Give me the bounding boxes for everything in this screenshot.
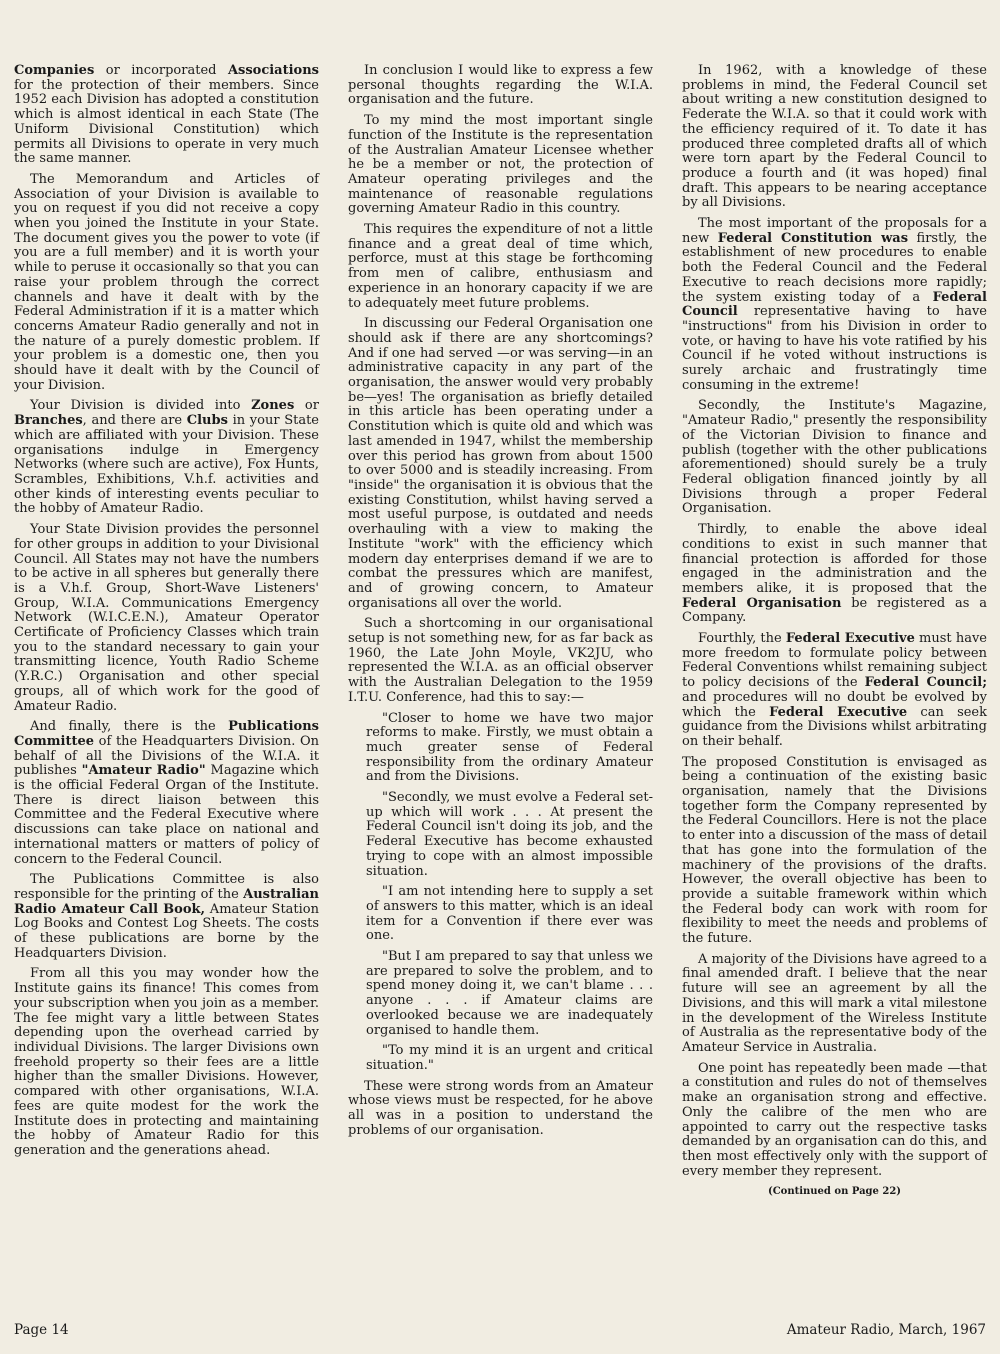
paragraph — [682, 523, 987, 626]
column-2 — [348, 64, 653, 1145]
text-run: The most important of the proposals for a new — [682, 216, 987, 246]
bold-term: Publications Committee — [14, 719, 319, 749]
paragraph — [14, 967, 319, 1158]
bold-term: Federal Council; — [864, 675, 987, 691]
text-run: The Memorandum and Articles of Association of your Division is available to you on request if you did not receive a copy when you joined the Institute in your State. The document gives you the power to vote (if you are a full member) and it is worth your while to peruse it occasionally so that you can raise your problem through the correct channels and have it dealt with by the Federal Administration if it is a matter which concerns Amateur Radio generally and not in the nature of a purely domestic problem. If your problem is a domestic one, then you should have it dealt with by the Council of your Division. — [14, 171, 319, 393]
text-run: And finally, there is the — [30, 719, 229, 735]
bold-term: Clubs — [186, 413, 228, 429]
text-run: In 1962, with a knowledge of these problems in mind, the Federal Council set about writing a new constitution designed to Federate the W.I.A. so that it could work with the efficiency required of it. To date it has produced three completed drafts all of which were torn apart by the Federal Council to produce a fourth and (it was hoped) final draft. This appears to be nearing acceptance by all Divisions. — [682, 63, 987, 211]
article-page — [14, 64, 986, 1300]
text-run: Such a shortcoming in our organisational setup is not something new, for as far back as 1960, the Late John Moyle, VK2JU, who represented the W.I.A. as an official observer with the Australian Delegation to the 1959 I.T.U. Conference, had this to say:— — [348, 616, 653, 705]
paragraph — [14, 720, 319, 867]
text-run: The Publications Committee is also responsible for the printing of the — [14, 872, 319, 902]
text-run: "But I am prepared to say that unless we are prepared to solve the problem, and to spend money doing it, we can't blame . . . anyone . . . if Amateur claims are overlooked because we are inadequately organised to handle them. — [366, 949, 653, 1038]
text-run: , and there are — [82, 413, 187, 429]
text-run: in your State which are affiliated with your Division. These organisations indulge in Emergency Networks (where such are active), Fox Hunts, Scrambles, Exhibitions, V.h.f. activities and other kinds of interesting events peculiar to the hobby of Amateur Radio. — [14, 413, 319, 517]
column-1 — [14, 64, 319, 1165]
paragraph — [682, 756, 987, 947]
bold-term: Zones — [251, 398, 295, 414]
bold-term: Federal Executive — [769, 704, 908, 720]
continued-note — [682, 1185, 987, 1200]
paragraph — [348, 1080, 653, 1139]
text-run: for the protection of their members. Since 1952 each Division has adopted a constitution which is almost identical in each State (The Uniform Divisional Constitution) which permits all Divisions to operate in very much the same manner. — [14, 77, 319, 167]
text-run: To my mind the most important single function of the Institute is the representation of the Australian Amateur Licensee whether he be a member or not, the protection of Amateur operating privileges and the maintenance of reasonable regulations governing Amateur Radio in this country. — [348, 113, 653, 217]
bold-term: Federal Executive — [785, 631, 915, 647]
bold-term: Australian Radio Amateur Call Book, — [14, 886, 319, 917]
text-run: Your State Division provides the personnel for other groups in addition to your Divisional Council. All States may not have the numbers to be active in all spheres but generally there is a V.h.f. Group, Short-Wave Listeners' Group, W.I.A. Communications Emergency Network (W.I.C.E.N.), Amateur Operator Certificate of Proficiency Classes which train you to the standard necessary to gain your transmitting licence, Youth Radio Scheme (Y.R.C.) Organisation and other special groups, all of which work for the good of Amateur Radio. — [14, 522, 319, 714]
text-run: Amateur Station Log Books and Contest Log Sheets. The costs of these publications are borne by the Headquarters Division. — [14, 901, 319, 961]
text-run: A majority of the Divisions have agreed to a final amended draft. I believe that the near future will see an agreement by all the Divisions, and this will mark a vital milestone in the development of the Wireless Institute of Australia as the representative body of the Amateur Service in Australia. — [682, 951, 987, 1055]
paragraph — [682, 1062, 987, 1180]
paragraph — [14, 64, 319, 167]
text-run: Magazine which is the official Federal Organ of the Institute. There is direct liaison between this Committee and the Federal Executive where discussions can take place on national and international matters or matters of policy of concern to the Federal Council. — [14, 763, 319, 867]
text-run: "Closer to home we have two major reforms to make. Firstly, we must obtain a much greater sense of Federal responsibility from the ordinary Amateur and from the Divisions. — [366, 710, 653, 785]
text-run: Thirdly, to enable the above ideal conditions to exist in such manner that financial protection is afforded for those engaged in the administration and the members alike, it is proposed that the — [682, 522, 987, 596]
text-run: must have more freedom to formulate policy between Federal Conventions whilst remaining subject to policy decisions of the — [682, 631, 987, 691]
paragraph — [14, 873, 319, 961]
text-run: representative having to have "instructions" from his Division in order to vote, or having to have his vote ratified by his Council if he voted without instructions is surely archaic and frustratingly time consuming in the extreme! — [682, 304, 987, 393]
text-run: and procedures will no doubt be evolved by which the — [682, 689, 987, 720]
bold-term: "Amateur Radio" — [81, 763, 206, 779]
paragraph — [682, 64, 987, 211]
bold-term: Branches — [14, 413, 83, 429]
paragraph — [682, 632, 987, 750]
paragraph — [366, 950, 653, 1038]
paragraph — [682, 399, 987, 517]
bold-term: Companies — [14, 63, 95, 78]
paragraph — [366, 885, 653, 944]
text-run: Fourthly, the — [698, 631, 786, 647]
bold-term: Federal Organisation — [682, 595, 842, 611]
page-footer — [14, 1322, 986, 1342]
paragraph — [366, 712, 653, 786]
text-run: be registered as a Company. — [682, 595, 987, 626]
text-run: "To my mind it is an urgent and critical situation." — [366, 1043, 653, 1073]
text-run: can seek guidance from the Divisions whilst arbitrating on their behalf. — [682, 704, 988, 749]
paragraph — [348, 114, 653, 217]
column-3 — [682, 64, 987, 1206]
paragraph — [14, 523, 319, 714]
paragraph — [366, 791, 653, 879]
page-number: Page 14 — [14, 1322, 69, 1338]
text-run: One point has repeatedly been made —that a constitution and rules do not of themselves make an organisation strong and effective. Only the calibre of the men who are appointed to carry out the respective tasks demanded by an organisation can do this, and then most effectively only with the support of every member they represent. — [682, 1060, 987, 1179]
text-run: This requires the expenditure of not a little finance and a great deal of time which, perforce, must at this stage be forthcoming from men of calibre, enthusiasm and experience in an honorary capacity if we are to adequately meet future problems. — [348, 222, 653, 311]
paragraph — [14, 399, 319, 517]
text-run: "Secondly, we must evolve a Federal set-up which will work . . . At present the Federal Council isn't doing its job, and the Federal Executive has become exhausted trying to cope with an almost impossible situation. — [366, 790, 653, 879]
paragraph — [348, 223, 653, 311]
text-run: (Continued on Page 22) — [767, 1186, 902, 1198]
publication-credit: Amateur Radio, March, 1967 — [786, 1322, 986, 1338]
paragraph — [348, 64, 653, 108]
paragraph — [14, 173, 319, 394]
text-run: In conclusion I would like to express a few personal thoughts regarding the W.I.A. organisation and the future. — [348, 63, 653, 108]
text-run: firstly, the establishment of new procedures to enable both the Federal Council and the Federal Executive to reach decisions more rapidly; the system existing today of a — [682, 230, 987, 305]
text-run: Your Division is divided into — [30, 398, 252, 414]
bold-term: Federal Council — [682, 289, 987, 320]
paragraph — [348, 317, 653, 611]
bold-term: Associations — [227, 63, 319, 78]
text-run: or — [294, 398, 319, 414]
text-run: These were strong words from an Amateur whose views must be respected, for he above all was in a position to understand the problems of our organisation. — [348, 1078, 653, 1138]
text-run: The proposed Constitution is envisaged as being a continuation of the existing basic organisation, namely that the Divisions together form the Company represented by the Federal Councillors. Here is not the place to enter into a discussion of the mass of detail that has gone into the formulation of the machinery of the provisions of the drafts. However, the overall objective has been to provide a suitable framework within which the Federal body can work with room for flexibility to meet the needs and problems of the future. — [682, 754, 987, 947]
paragraph — [682, 217, 987, 393]
bold-term: Federal Constitution was — [717, 230, 909, 246]
paragraph — [366, 1044, 653, 1073]
text-run: In discussing our Federal Organisation one should ask if there are any shortcomings? And if one had served —or was serving—in an administrative capacity in any part of the organisation, the answer would very probably be—yes! The organisation as briefly detailed in this article has been operating under a Constitution which is quite old and which was last amended in 1947, whilst the membership over this period has grown from about 1500 to over 5000 and is steadily increasing. From "inside" the organisation it is obvious that the existing Constitution, whilst having served a most useful purpose, is outdated and needs overhauling with a view to making the Institute "work" with the efficiency which modern day enterprises demand if we are to combat the pressures which are manifest, and of growing concern, to Amateur organisations all over the world. — [348, 316, 653, 611]
text-run: Secondly, the Institute's Magazine, "Amateur Radio," presently the responsibility of the Victorian Division to finance and publish (together with the other publications aforementioned) should surely be a truly Federal obligation financed jointly by all Divisions through a proper Federal Organisation. — [682, 398, 987, 517]
paragraph — [348, 617, 653, 705]
paragraph — [682, 953, 987, 1056]
text-run: or incorporated — [94, 63, 228, 78]
text-run: "I am not intending here to supply a set of answers to this matter, which is an ideal item for a Convention if there ever was one. — [366, 884, 653, 944]
text-run: of the Headquarters Division. On behalf of all the Divisions of the W.I.A. it publishes — [14, 733, 319, 779]
text-run: From all this you may wonder how the Institute gains its finance! This comes from your subscription when you join as a member. The fee might vary a little between States depending upon the overhead carried by individual Divisions. The larger Divisions own freehold property so their fees are a little higher than the smaller Divisions. However, compared with other organisations, W.I.A. fees are quite modest for the work the Institute does in protecting and maintaining the hobby of Amateur Radio for this generation and the generations ahead. — [14, 966, 319, 1158]
